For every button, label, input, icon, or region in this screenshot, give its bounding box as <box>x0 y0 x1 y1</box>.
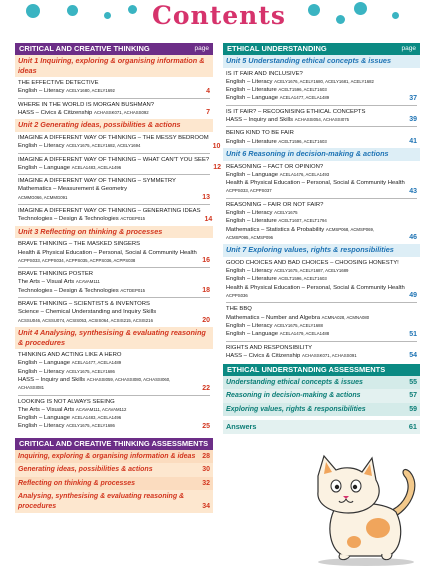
curriculum-codes: ACELA1479, ACELA1488 <box>279 331 330 337</box>
cat-illustration <box>296 446 426 568</box>
entry-line <box>226 352 405 360</box>
assessment-item[interactable] <box>223 389 420 402</box>
entry-text <box>226 129 405 146</box>
entry-line <box>18 278 198 286</box>
entry-line <box>18 359 198 367</box>
entry-line-text: English – Literacy <box>226 210 275 217</box>
curriculum-codes: ACHASSK071, ACHASS091 <box>301 352 357 358</box>
entry-line <box>18 384 198 392</box>
entry-line <box>18 134 209 142</box>
entry-line-text: THINKING AND ACTING LIKE A HERO <box>18 352 122 359</box>
entry-line-text: GOOD CHOICES AND BAD CHOICES – CHOOSING HONESTY! <box>226 259 399 266</box>
entry-line <box>18 207 201 215</box>
unit-title: Unit 5 Understanding ethical concepts & issues <box>223 55 420 68</box>
entry-line-text: English – Literacy <box>18 143 67 150</box>
left-contents-column <box>15 43 221 433</box>
contents-entry[interactable] <box>15 205 213 226</box>
right-contents-column <box>223 43 420 362</box>
page-number: 37 <box>409 94 417 102</box>
assessment-list <box>15 450 213 513</box>
entry-line <box>18 368 198 376</box>
entry-line <box>226 226 405 234</box>
assessment-item[interactable] <box>15 477 213 490</box>
entry-line <box>18 308 198 316</box>
entry-line-text: English – Literature <box>226 87 279 94</box>
page-number: 12 <box>213 164 221 172</box>
assessment-label: Exploring values, rights & responsibilities <box>226 405 366 413</box>
curriculum-codes: ACTDEP015 <box>120 216 145 222</box>
contents-entry[interactable] <box>15 77 213 98</box>
entry-text <box>18 177 198 202</box>
entry-line <box>18 79 202 87</box>
entry-text <box>18 79 202 96</box>
entry-line-text: English – Language <box>18 360 72 367</box>
page-number: 7 <box>206 109 210 117</box>
entry-line-text: THE EFFECTIVE DETECTIVE <box>18 80 99 87</box>
entry-line <box>18 406 198 414</box>
entry-line <box>18 164 209 172</box>
section-header <box>223 43 420 55</box>
cat-patch <box>366 518 390 538</box>
entry-line-text: Health & Physical Education – Personal, Social & Community Health <box>226 284 405 291</box>
page-number: 22 <box>202 384 210 392</box>
unit-title: Unit 7 Exploring values, rights & responsibilities <box>223 244 420 257</box>
contents-entry[interactable] <box>223 257 420 302</box>
entry-line <box>226 284 405 292</box>
curriculum-codes: ACAVAM111, ACAVAM112 <box>75 406 127 412</box>
entry-line-text: English – Literature <box>226 276 279 283</box>
entry-text <box>226 305 405 338</box>
contents-entry[interactable] <box>223 161 420 198</box>
entry-line-text: HASS – Inquiry and Skills <box>226 117 295 124</box>
entry-line <box>226 292 405 300</box>
curriculum-codes: ACTDEP015 <box>120 287 145 293</box>
entry-line <box>18 194 198 202</box>
entry-line <box>18 287 198 295</box>
entry-line-text: Technologies – Design & Technologies <box>18 287 121 294</box>
entry-line-text: BRAVE THINKING – THE MASKED SINGERS <box>18 241 141 248</box>
curriculum-codes: ACELA1483, ACELA1496 <box>71 164 122 170</box>
curriculum-codes: ACHASSI081 <box>18 385 45 391</box>
entry-line <box>18 215 201 223</box>
entry-text <box>18 270 198 295</box>
curriculum-codes: ACMSP095, ACMSP096 <box>226 234 274 240</box>
entry-line-text: English – Language <box>226 331 280 338</box>
entry-line <box>226 187 405 195</box>
entry-line <box>226 179 405 187</box>
assessments-header-label: ETHICAL UNDERSTANDING ASSESSMENTS <box>227 365 386 374</box>
entry-line-text: English – Language <box>226 171 280 178</box>
entry-line <box>226 108 405 116</box>
entry-line <box>18 142 209 150</box>
assessments-header <box>223 364 420 376</box>
entry-line <box>18 351 198 359</box>
curriculum-codes: ACELA1477, ACELA1489 <box>279 95 330 101</box>
cat-patch <box>347 536 361 548</box>
assessment-item[interactable] <box>15 450 213 463</box>
curriculum-codes: ACELA1476, ACELA1493 <box>279 171 330 177</box>
answers-row[interactable] <box>223 420 420 434</box>
page-number: 51 <box>409 330 417 338</box>
entry-line-text: English – Literature <box>226 138 279 145</box>
entry-line <box>226 78 405 86</box>
contents-entry[interactable] <box>15 396 213 433</box>
unit-title: Unit 1 Inquiring, exploring & organising information & ideas <box>15 55 213 77</box>
curriculum-codes: ACELY1675, ACELY1686 <box>66 423 115 429</box>
entry-line-text: English – Literacy <box>18 423 67 430</box>
entry-line-text: IS IT FAIR? – RECOGNISING ETHICAL CONCEPTS <box>226 108 366 115</box>
page-number: 32 <box>202 479 210 487</box>
cat-pupil <box>335 485 339 489</box>
curriculum-codes: ACELY1675, ACELY1687, ACELY1689 <box>274 268 349 274</box>
assessment-label: Understanding ethical concepts & issues <box>226 379 363 386</box>
contents-entry[interactable] <box>223 342 420 363</box>
entry-line-text: IMAGINE A DIFFERENT WAY OF THINKING – GENERATING IDEAS <box>18 208 201 215</box>
cat-tail <box>392 470 415 516</box>
entry-line <box>18 240 198 248</box>
left-units-list <box>15 55 221 433</box>
entry-line-text: The Arts – Visual Arts <box>18 406 76 413</box>
curriculum-codes: ACPPS033, ACPPS037 <box>226 188 272 194</box>
entry-line <box>226 70 405 78</box>
assessment-list <box>223 376 420 416</box>
curriculum-codes: ACSSU046, ACSSU074, ACSIS053, ACSIS064, ACSIS215, ACSIS216 <box>18 317 153 323</box>
entry-text <box>18 300 198 325</box>
entry-text <box>18 240 198 265</box>
curriculum-codes: ACELA1483, ACELA1496 <box>71 415 122 421</box>
entry-line <box>226 275 405 283</box>
contents-entry[interactable] <box>15 99 213 120</box>
entry-line <box>18 422 198 430</box>
entry-line <box>226 209 405 217</box>
entry-text <box>18 207 201 224</box>
contents-entry[interactable] <box>15 298 213 327</box>
curriculum-codes: ACELY1675, ACELY1688 <box>274 322 323 328</box>
entry-line <box>226 86 405 94</box>
section-header <box>15 43 213 55</box>
assessment-label: Inquiring, exploring & organising information & ideas <box>18 453 196 460</box>
curriculum-codes: ACELT1607, ACELT1794 <box>278 218 327 224</box>
entry-line <box>226 259 405 267</box>
contents-entry[interactable] <box>223 127 420 148</box>
entry-line-text: English – Language <box>18 415 72 422</box>
contents-entry[interactable] <box>15 154 221 175</box>
page-number: 34 <box>202 502 210 510</box>
entry-line <box>226 234 405 242</box>
page-number: 57 <box>409 392 417 400</box>
page-number: 43 <box>409 187 417 195</box>
contents-entry[interactable] <box>223 303 420 340</box>
contents-entry[interactable] <box>223 106 420 127</box>
cat-shadow <box>318 558 414 566</box>
entry-line-text: REASONING – FAIR OR NOT FAIR? <box>226 201 324 208</box>
page-number: 14 <box>204 215 213 223</box>
entry-line <box>226 314 405 322</box>
entry-text <box>18 398 198 431</box>
page-number: 39 <box>409 116 417 124</box>
assessment-label: Generating ideas, possibilities & actions <box>18 466 153 474</box>
entry-line-text: BEING KIND TO BE FAIR <box>226 130 294 137</box>
entry-text <box>226 163 405 196</box>
assessment-item[interactable] <box>223 403 420 416</box>
entry-line <box>226 322 405 330</box>
page-number: 10 <box>212 142 221 150</box>
page-number: 46 <box>409 234 417 242</box>
curriculum-codes: ACELT1596, ACELT1603 <box>278 276 327 282</box>
entry-line <box>226 129 405 137</box>
cat-pupil <box>353 485 357 489</box>
page-number: 55 <box>409 379 417 386</box>
page-number: 20 <box>202 316 210 324</box>
page-number: 16 <box>202 257 210 265</box>
entry-line-text: English – Literacy <box>18 88 67 95</box>
entry-line <box>226 344 405 352</box>
entry-text <box>18 156 209 173</box>
assessment-label: Reasoning in decision-making & actions <box>226 392 361 400</box>
entry-line <box>18 300 198 308</box>
assessments-header-label: CRITICAL AND CREATIVE THINKING ASSESSMENTS <box>19 439 209 448</box>
contents-entry[interactable] <box>15 349 213 394</box>
entry-line-text: Science – Chemical Understanding and Inquiry Skills <box>18 309 157 316</box>
entry-line-text: THE BBQ <box>226 306 252 313</box>
entry-line-text: IMAGINE A DIFFERENT WAY OF THINKING – SYMMETRY <box>18 178 176 185</box>
entry-line <box>18 317 198 325</box>
page-number: 25 <box>202 422 210 430</box>
unit-title: Unit 2 Generating ideas, possibilities & actions <box>15 119 213 132</box>
entry-line <box>226 267 405 275</box>
entry-line-text: The Arts – Visual Arts <box>18 279 76 286</box>
entry-line-text: BRAVE THINKING – SCIENTISTS & INVENTORS <box>18 301 150 308</box>
curriculum-codes: ACMNA028, ACMNA080 <box>321 314 370 320</box>
entry-line-text: BRAVE THINKING POSTER <box>18 271 94 278</box>
entry-line-text: HASS – Civics & Citizenship <box>226 352 302 359</box>
page-number: 54 <box>409 352 417 360</box>
entry-line <box>18 185 198 193</box>
unit-title: Unit 6 Reasoning in decision-making & actions <box>223 148 420 161</box>
entry-line <box>18 177 198 185</box>
page-number: 41 <box>409 137 417 145</box>
entry-line-text: IS IT FAIR AND INCLUSIVE? <box>226 70 303 77</box>
curriculum-codes: ACAVAM111 <box>75 279 100 285</box>
entry-line <box>226 116 405 124</box>
curriculum-codes: ACPPS033, ACPPS034, ACPPS035, ACPPS036, ACPPS038 <box>18 257 136 263</box>
entry-text <box>226 108 405 125</box>
assessment-label: Reflecting on thinking & processes <box>18 479 136 487</box>
entry-text <box>18 101 202 118</box>
page-label: page <box>401 45 416 52</box>
entry-line <box>226 138 405 146</box>
entry-line-text: English – Language <box>18 164 72 171</box>
entry-line-text: REASONING – FACT OR OPINION? <box>226 163 324 170</box>
entry-line-text: Health & Physical Education – Personal, Social & Community Health <box>226 180 405 187</box>
entry-line-text: IMAGINE A DIFFERENT WAY OF THINKING – WHAT CAN'T YOU SEE? <box>18 156 210 163</box>
entry-line-text: English – Literacy <box>226 78 275 85</box>
entry-text <box>226 70 405 103</box>
page-number: 49 <box>409 292 417 300</box>
curriculum-codes: ACELY1675, ACELY1682, ACELY1694 <box>66 143 141 149</box>
entry-text <box>18 351 198 392</box>
entry-line-text: Mathematics – Measurement & Geometry <box>18 186 128 193</box>
entry-line <box>226 171 405 179</box>
entry-line <box>18 376 198 384</box>
assessment-item[interactable] <box>15 490 213 513</box>
entry-line-text: Mathematics – Number and Algebra <box>226 314 322 321</box>
curriculum-codes: ACHASSK071, ACHASS092 <box>93 110 149 116</box>
entry-line-text: English – Literacy <box>226 322 275 329</box>
entry-text <box>226 259 405 300</box>
curriculum-codes: ACELY1675 <box>274 210 298 216</box>
assessments-header <box>15 438 213 450</box>
unit-title: Unit 4 Analysing, synthesising & evaluating reasoning & procedures <box>15 327 213 349</box>
section-header-label: ETHICAL UNDERSTANDING <box>227 44 327 53</box>
entry-line-text: LOOKING IS NOT ALWAYS SEEING <box>18 398 115 405</box>
page-number: 13 <box>202 194 210 202</box>
entry-line <box>226 330 405 338</box>
cat-paw <box>382 554 392 560</box>
entry-line-text: HASS – Inquiry and Skills <box>18 376 87 383</box>
entry-line <box>18 249 198 257</box>
page-number: 59 <box>409 405 417 413</box>
curriculum-codes: ACELY1676, ACELY1680, ACELY1681, ACELY1682 <box>274 78 374 84</box>
entry-line-text: English – Literacy <box>18 368 67 375</box>
curriculum-codes: ACMSP068, ACMSP069, <box>325 226 375 232</box>
right-units-list <box>223 55 420 362</box>
entry-line-text: English – Literature <box>226 218 279 225</box>
page-number: 30 <box>202 466 210 474</box>
curriculum-codes: ACELT1596, ACELT1603 <box>278 87 327 93</box>
entry-line-text: English – Language <box>226 95 280 102</box>
entry-line-text: WHERE IN THE WORLD IS MORGAN BUSHMAN? <box>18 101 155 108</box>
entry-line <box>18 270 198 278</box>
curriculum-codes: ACMMG066, ACMMG091 <box>18 194 68 200</box>
entry-line-text: English – Literacy <box>226 268 275 275</box>
answers-label: Answers <box>226 422 257 431</box>
entry-line-text: RIGHTS AND RESPONSIBILITY <box>226 344 313 351</box>
curriculum-codes: ACELY1680, ACELY1692 <box>66 88 115 94</box>
entry-line <box>226 217 405 225</box>
curriculum-codes: ACELA1477, ACELA1489 <box>71 360 122 366</box>
entry-line <box>18 257 198 265</box>
page-number: 28 <box>202 453 210 460</box>
entry-line <box>18 398 198 406</box>
entry-line <box>18 414 198 422</box>
unit-title: Unit 3 Reflecting on thinking & processes <box>15 226 213 239</box>
ethical-understanding-assessments <box>223 364 420 416</box>
curriculum-codes: ACHASSI059, ACHASSI080, ACHASSI060, <box>86 376 171 382</box>
entry-line <box>226 201 405 209</box>
page-number: 4 <box>206 87 210 95</box>
entry-line-text: Mathematics – Statistics & Probability <box>226 226 326 233</box>
page-label: page <box>194 45 209 52</box>
assessment-item[interactable] <box>223 376 420 389</box>
entry-line-text: HASS – Civics & Citizenship <box>18 110 94 117</box>
assessment-label: Analysing, synthesising & evaluating reasoning & procedures <box>18 493 185 510</box>
entry-line-text: IMAGINE A DIFFERENT WAY OF THINKING – THE MESSY BEDROOM <box>18 134 209 141</box>
entry-line <box>226 305 405 313</box>
contents-entry[interactable] <box>15 175 213 204</box>
contents-entry[interactable] <box>223 199 420 244</box>
entry-line <box>18 87 202 95</box>
entry-line-text: Technologies – Design & Technologies <box>18 216 121 223</box>
curriculum-codes: ACELT1596, ACELT1603 <box>278 138 327 144</box>
contents-entry[interactable] <box>223 68 420 105</box>
entry-text <box>18 134 209 151</box>
contents-entry[interactable] <box>15 132 221 153</box>
entry-line <box>226 163 405 171</box>
assessment-item[interactable] <box>15 463 213 476</box>
entry-text <box>226 201 405 242</box>
page-title: Contents <box>151 1 286 30</box>
critical-thinking-assessments <box>15 438 213 513</box>
entry-line <box>18 101 202 109</box>
entry-text <box>226 344 405 361</box>
entry-line <box>18 109 202 117</box>
curriculum-codes: ACPPS036 <box>226 293 248 299</box>
contents-entry[interactable] <box>15 268 213 297</box>
entry-line-text: Health & Physical Education – Personal, Social & Community Health <box>18 249 197 256</box>
curriculum-codes: ACHASSI054, ACHASSI075 <box>294 117 349 123</box>
entry-line <box>18 156 209 164</box>
page-number: 18 <box>202 287 210 295</box>
entry-line <box>226 94 405 102</box>
contents-entry[interactable] <box>15 238 213 267</box>
section-header-label: CRITICAL AND CREATIVE THINKING <box>19 44 150 53</box>
page-number: 61 <box>408 422 417 431</box>
curriculum-codes: ACELY1675, ACELY1686 <box>66 368 115 374</box>
